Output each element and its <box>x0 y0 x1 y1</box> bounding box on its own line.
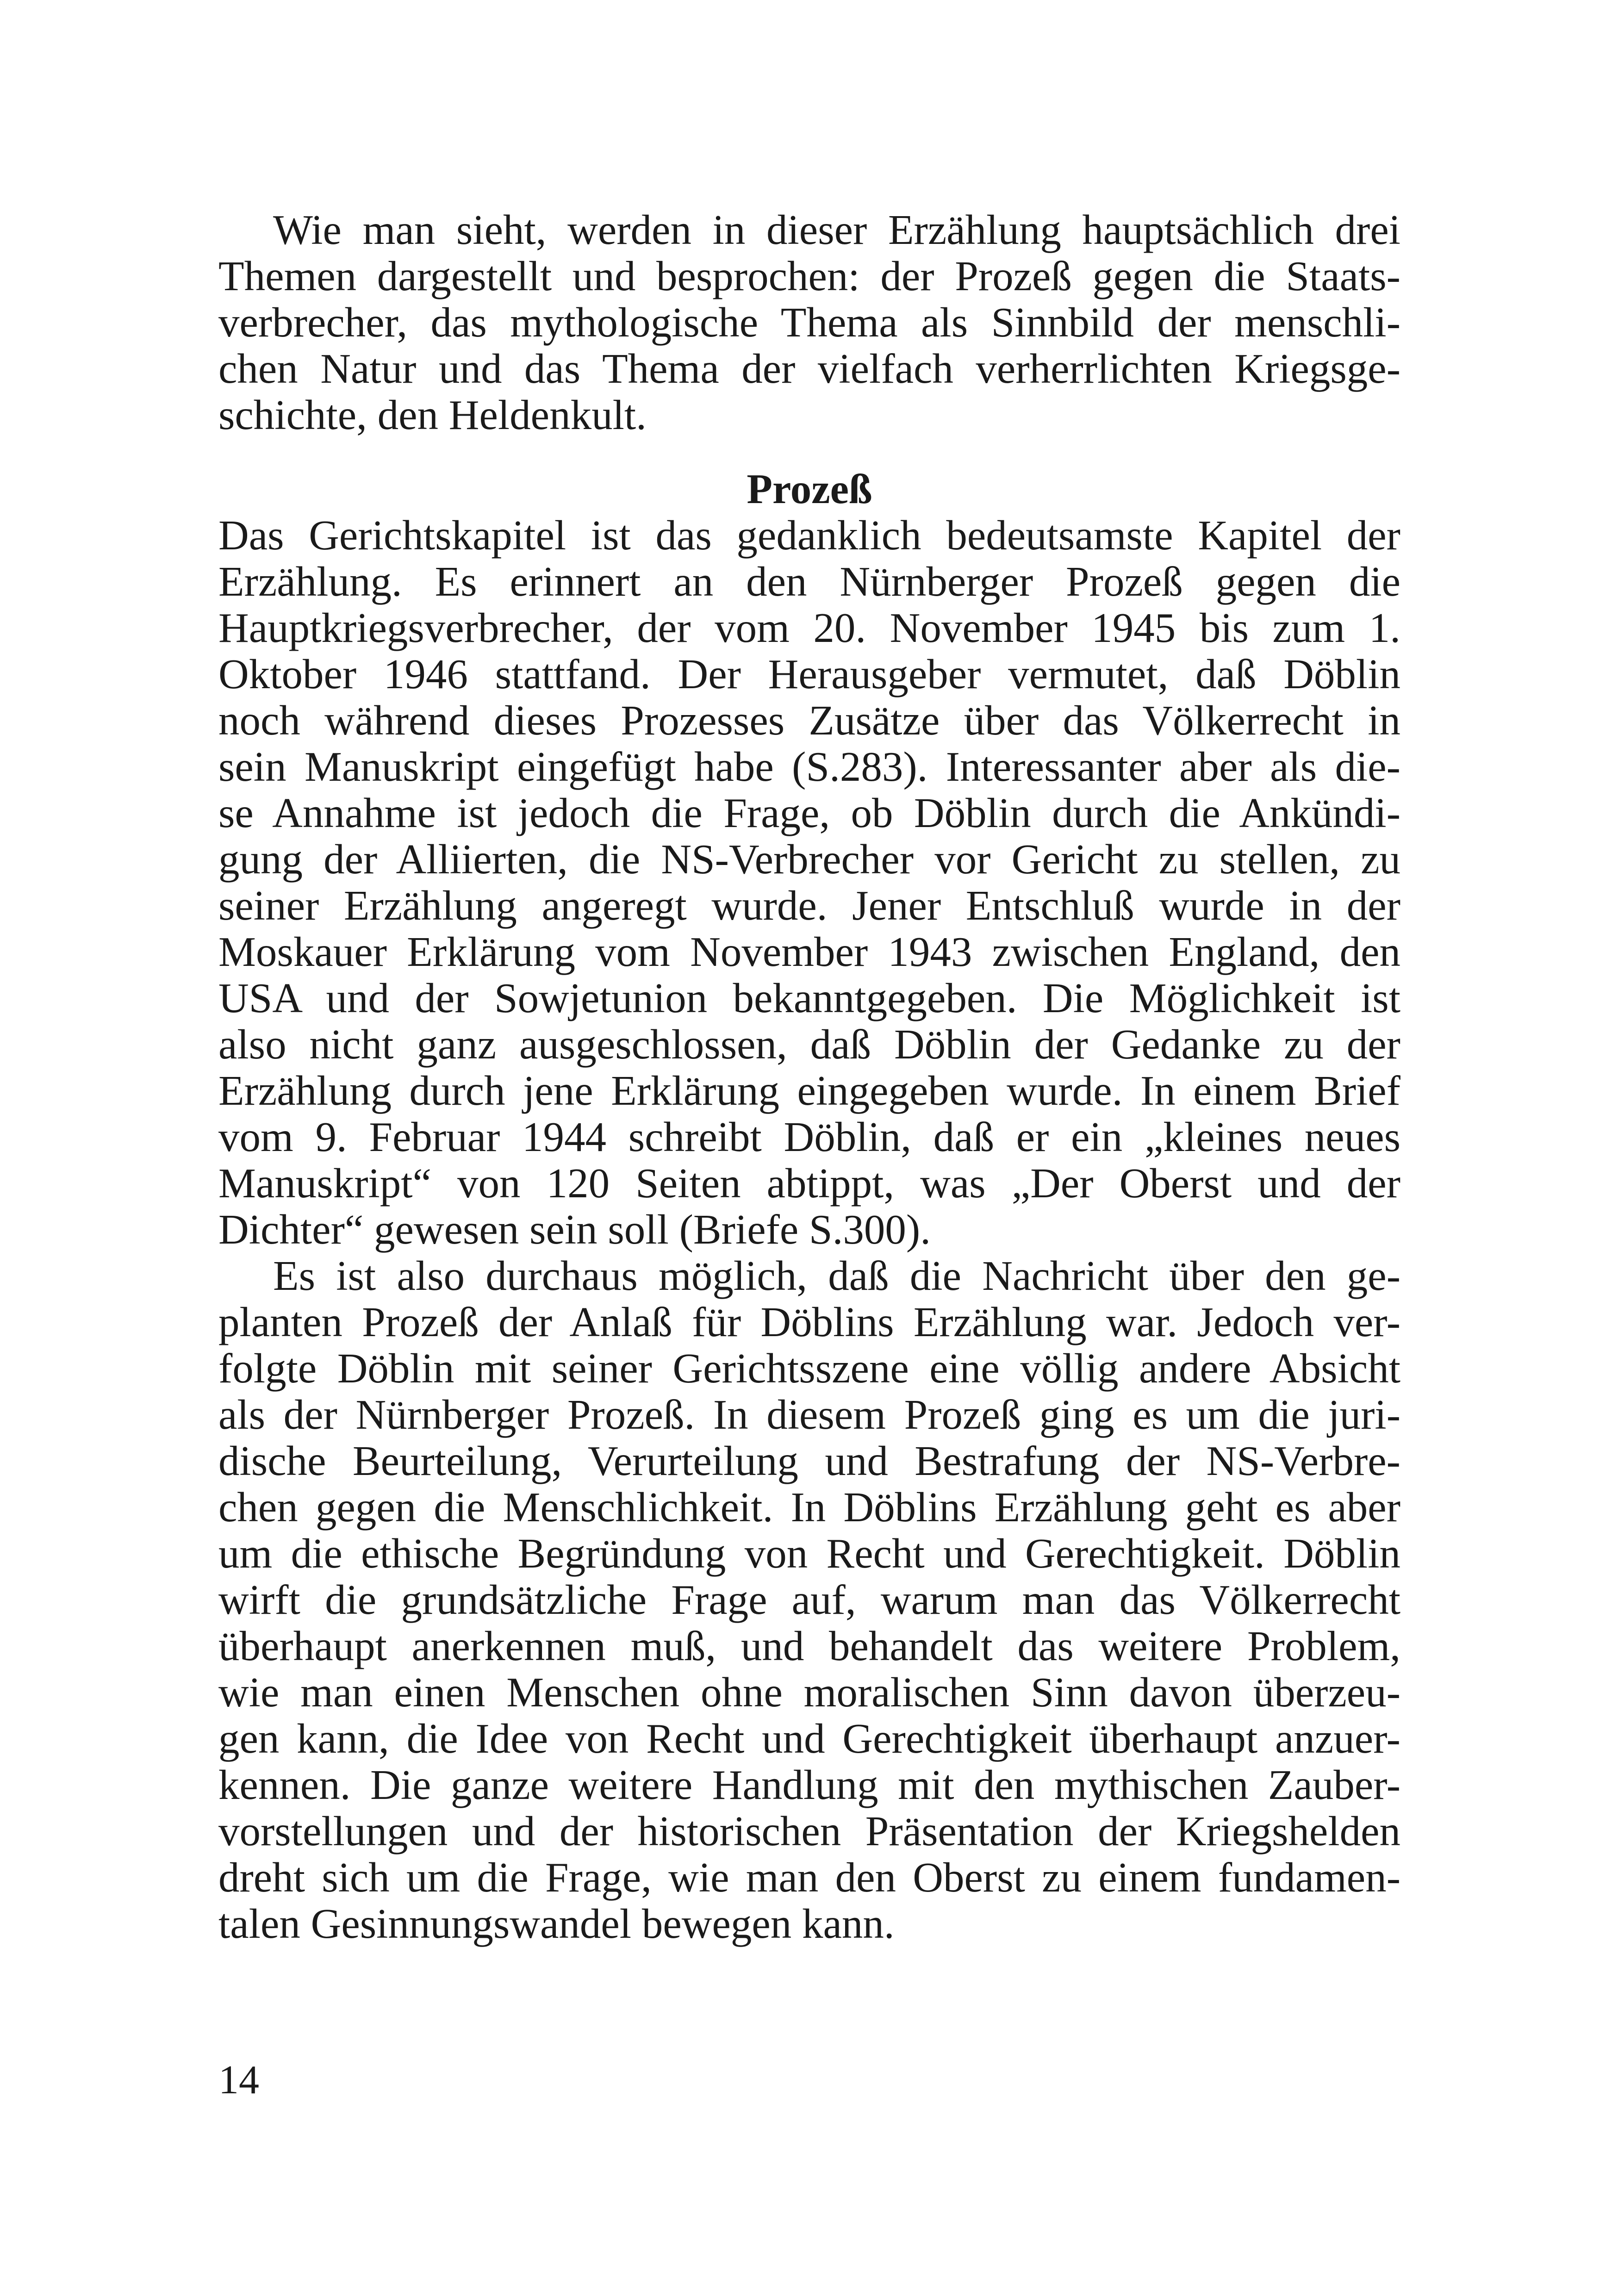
text-line: Wie man sieht, werden in dieser Erzählung hauptsächlich drei <box>273 206 1400 253</box>
text-line: planten Prozeß der Anlaß für Döblins Erzählung war. Jedoch ver- <box>218 1299 1400 1345</box>
text-line: wie man einen Menschen ohne moralischen Sinn davon überzeu- <box>218 1669 1400 1716</box>
text-line: also nicht ganz ausgeschlossen, daß Döblin der Gedanke zu der <box>218 1021 1400 1068</box>
paragraph-1 <box>218 512 1400 1253</box>
text-line: verbrecher, das mythologische Thema als Sinnbild der menschli- <box>218 299 1400 346</box>
paragraph-2 <box>218 1253 1400 1947</box>
text-line: Es ist also durchaus möglich, daß die Nachricht über den ge- <box>273 1252 1400 1299</box>
text-line: dische Beurteilung, Verurteilung und Bestrafung der NS-Verbre- <box>218 1437 1400 1484</box>
text-line: gen kann, die Idee von Recht und Gerechtigkeit überhaupt anzuer- <box>218 1715 1400 1762</box>
text-line: gung der Alliierten, die NS-Verbrecher vor Gericht zu stellen, zu <box>218 836 1400 883</box>
text-line: chen gegen die Menschlichkeit. In Döblins Erzählung geht es aber <box>218 1484 1400 1531</box>
text-line: Erzählung durch jene Erklärung eingegeben wurde. In einem Brief <box>218 1067 1400 1114</box>
text-line: talen Gesinnungswandel bewegen kann. <box>218 1900 895 1947</box>
section-heading: Prozeß <box>747 466 872 512</box>
text-line: Erzählung. Es erinnert an den Nürnberger Prozeß gegen die <box>218 558 1400 605</box>
text-line: se Annahme ist jedoch die Frage, ob Döblin durch die Ankündi- <box>218 790 1400 836</box>
intro-paragraph <box>218 207 1400 438</box>
page-number: 14 <box>218 2058 259 2103</box>
text-line: vom 9. Februar 1944 schreibt Döblin, daß er ein „kleines neues <box>218 1114 1400 1160</box>
text-line: Manuskript“ von 120 Seiten abtippt, was „Der Oberst und der <box>218 1160 1400 1207</box>
text-line: dreht sich um die Frage, wie man den Oberst zu einem fundamen- <box>218 1854 1400 1901</box>
text-line: um die ethische Begründung von Recht und Gerechtigkeit. Döblin <box>218 1530 1400 1577</box>
text-line: überhaupt anerkennen muß, und behandelt das weitere Problem, <box>218 1623 1400 1669</box>
text-line: Das Gerichtskapitel ist das gedanklich bedeutsamste Kapitel der <box>218 512 1400 559</box>
text-line: Dichter“ gewesen sein soll (Briefe S.300). <box>218 1206 931 1253</box>
text-line: folgte Döblin mit seiner Gerichtsszene eine völlig andere Absicht <box>218 1345 1400 1392</box>
text-line: als der Nürnberger Prozeß. In diesem Prozeß ging es um die juri- <box>218 1391 1400 1438</box>
text-line: Oktober 1946 stattfand. Der Herausgeber vermutet, daß Döblin <box>218 651 1400 697</box>
text-line: seiner Erzählung angeregt wurde. Jener Entschluß wurde in der <box>218 882 1400 929</box>
text-line: sein Manuskript eingefügt habe (S.283). Interessanter aber als die- <box>218 743 1400 790</box>
text-line: USA und der Sowjetunion bekanntgegeben. Die Möglichkeit ist <box>218 975 1400 1021</box>
text-line: vorstellungen und der historischen Präsentation der Kriegshelden <box>218 1808 1400 1854</box>
text-line: Themen dargestellt und besprochen: der Prozeß gegen die Staats- <box>218 253 1400 299</box>
text-line: kennen. Die ganze weitere Handlung mit den mythischen Zauber- <box>218 1761 1400 1808</box>
text-line: chen Natur und das Thema der vielfach verherrlichten Kriegsge- <box>218 345 1400 392</box>
text-line: schichte, den Heldenkult. <box>218 392 647 438</box>
text-line: Moskauer Erklärung vom November 1943 zwischen England, den <box>218 928 1400 975</box>
text-line: noch während dieses Prozesses Zusätze über das Völkerrecht in <box>218 697 1400 744</box>
text-line: Hauptkriegsverbrecher, der vom 20. November 1945 bis zum 1. <box>218 604 1400 651</box>
text-line: wirft die grundsätzliche Frage auf, warum man das Völkerrecht <box>218 1576 1400 1623</box>
